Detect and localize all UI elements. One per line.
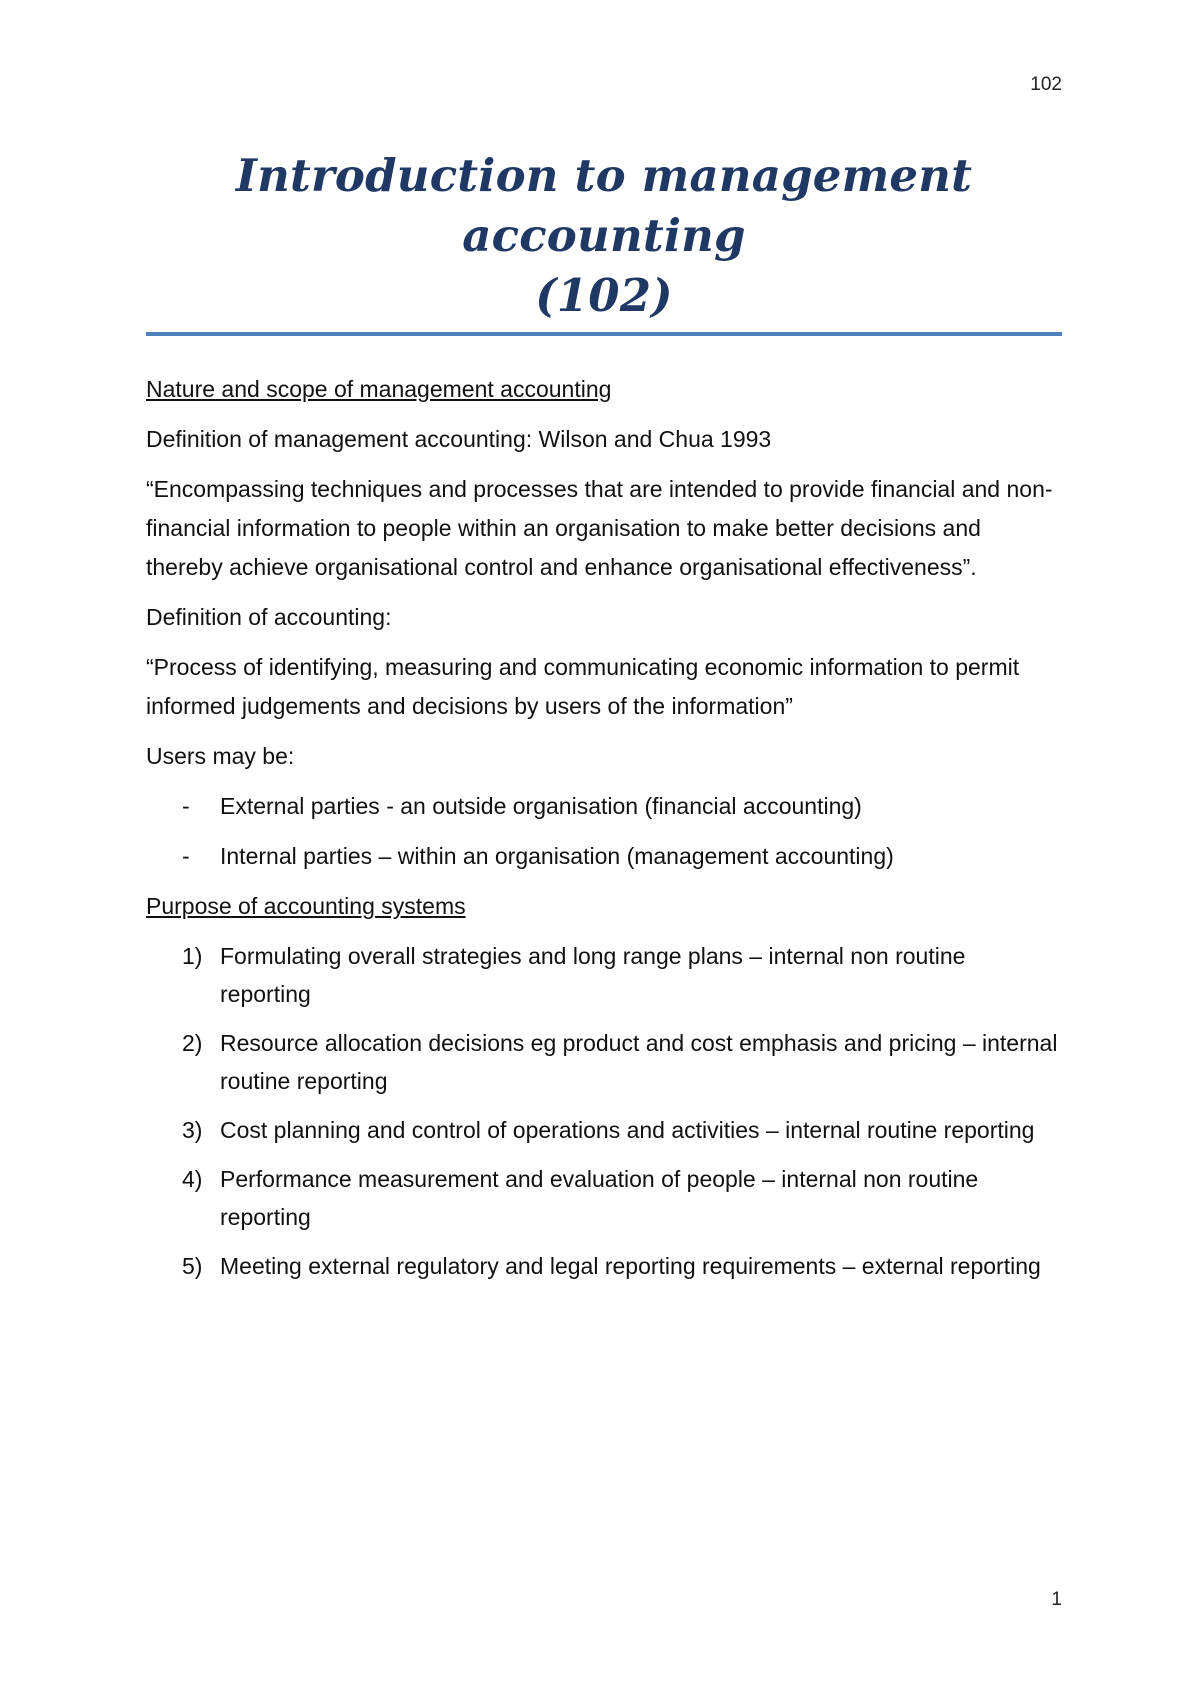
list-item-text: Performance measurement and evaluation of people – internal non routine reporting: [220, 1166, 979, 1230]
title-line-2: (102): [535, 269, 673, 322]
list-item: [146, 1160, 1062, 1236]
definition-accounting-label: Definition of accounting:: [146, 604, 392, 630]
section-heading-nature-scope: Nature and scope of management accounting: [146, 376, 612, 402]
list-marker: 4): [182, 1166, 203, 1192]
definition-mgmt-label: Definition of management accounting: Wilson and Chua 1993: [146, 426, 772, 452]
title-divider: [146, 332, 1062, 336]
list-marker: 5): [182, 1253, 203, 1279]
list-marker: 3): [182, 1117, 203, 1143]
list-item: [146, 837, 1062, 876]
definition-accounting-quote: “Process of identifying, measuring and communicating economic information to permit informed judgements and decisions by users of the information”: [146, 654, 1020, 719]
list-item: [146, 1247, 1062, 1285]
purpose-list: [146, 937, 1062, 1285]
users-list: [146, 787, 1062, 876]
list-item-text: Cost planning and control of operations and activities – internal routine reporting: [220, 1117, 1035, 1143]
list-item: [146, 1024, 1062, 1100]
document-title: [146, 146, 1062, 326]
list-item: [146, 1111, 1062, 1149]
title-line-1: Introduction to management accounting: [235, 149, 973, 262]
document-body: [146, 146, 1062, 1296]
list-marker: -: [182, 843, 190, 869]
section-heading-purpose: Purpose of accounting systems: [146, 893, 466, 919]
header-page-code: 102: [1030, 74, 1062, 95]
list-marker: 1): [182, 943, 203, 969]
list-item-text: Meeting external regulatory and legal reporting requirements – external reporting: [220, 1253, 1041, 1279]
list-item-text: External parties - an outside organisation (financial accounting): [220, 793, 862, 819]
footer-page-number: 1: [1051, 1589, 1062, 1610]
definition-mgmt-quote: “Encompassing techniques and processes that are intended to provide financial and non-financial information to people within an organisation to make better decisions and thereby achieve organisational control and enhance organisational effectiveness”.: [146, 476, 1053, 580]
list-marker: -: [182, 793, 190, 819]
list-item: [146, 787, 1062, 826]
list-item: [146, 937, 1062, 1013]
list-marker: 2): [182, 1030, 203, 1056]
list-item-text: Internal parties – within an organisation (management accounting): [220, 843, 894, 869]
list-item-text: Resource allocation decisions eg product and cost emphasis and pricing – internal routine reporting: [220, 1030, 1058, 1094]
users-label: Users may be:: [146, 743, 295, 769]
list-item-text: Formulating overall strategies and long range plans – internal non routine reporting: [220, 943, 966, 1007]
